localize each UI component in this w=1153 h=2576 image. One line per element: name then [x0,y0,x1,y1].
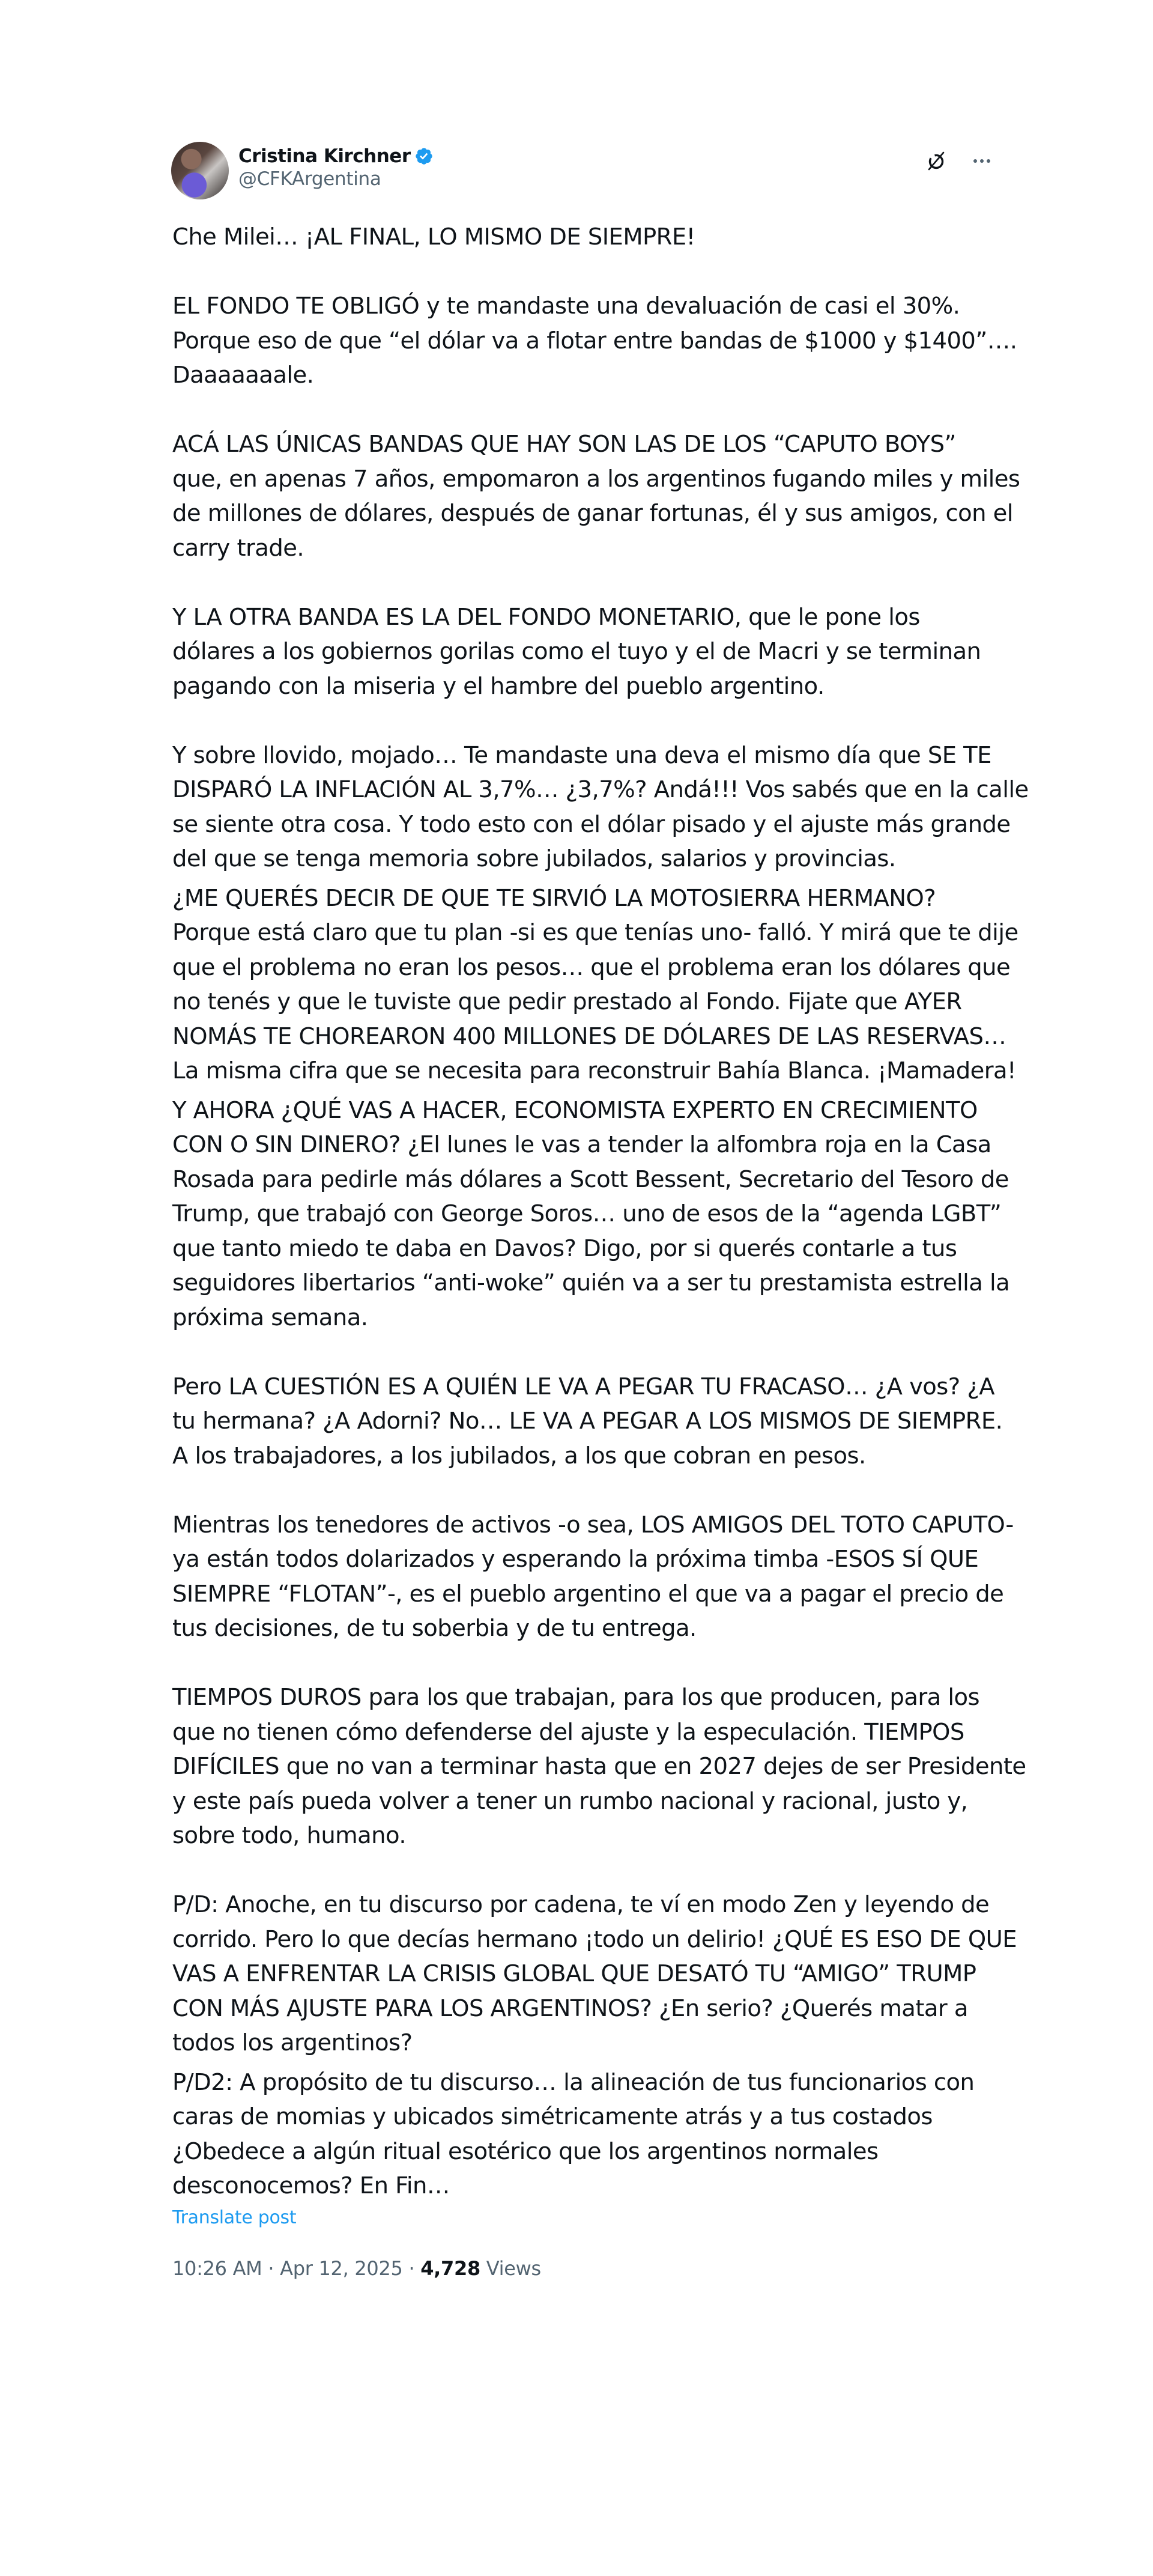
text-line: Daaaaaaale. [172,362,314,389]
text-line: ¿Obedece a algún ritual esotérico que los argentinos normales [172,2137,879,2165]
tweet-header [171,142,1000,202]
text-line: DISPARÓ LA INFLACIÓN AL 3,7%… ¿3,7%? Andá!!! Vos sabés que en la calle [172,776,1029,803]
text-line: que no tienen cómo defenderse del ajuste y la especulación. TIEMPOS [172,1718,964,1746]
text-line: de millones de dólares, después de ganar fortunas, él y sus amigos, con el [172,500,1013,527]
text-line: corrido. Pero lo que decías hermano ¡todo un delirio! ¿QUÉ ES ESO DE QUE [172,1925,1017,1953]
dot [973,159,977,163]
tweet-paragraph [172,1370,1001,1474]
text-line: no tenés y que le tuviste que pedir prestado al Fondo. Fijate que AYER [172,988,962,1015]
text-line: Y sobre llovido, mojado… Te mandaste una deva el mismo día que SE TE [172,741,991,769]
text-line: ACÁ LAS ÚNICAS BANDAS QUE HAY SON LAS DE LOS “CAPUTO BOYS” [172,431,956,458]
text-line: desconocemos? En Fin… [172,2172,450,2199]
text-line: tu hermana? ¿A Adorni? No… LE VA A PEGAR A LOS MISMOS DE SIEMPRE. [172,1408,1003,1435]
text-line: P/D: Anoche, en tu discurso por cadena, te ví en modo Zen y leyendo de [172,1891,990,1918]
author-block [238,145,434,190]
tweet-paragraph [172,1093,1010,1335]
text-line: ya están todos dolarizados y esperando la próxima timba -ESOS SÍ QUE [172,1546,979,1573]
text-line: caras de momias y ubicados simétricamente atrás y a tus costados [172,2103,933,2130]
text-line: seguidores libertarios “anti-woke” quién va a ser tu prestamista estrella la [172,1269,1010,1296]
tweet-paragraph [172,289,1017,393]
text-line: Porque eso de que “el dólar va a flotar entre bandas de $1000 y $1400”…. [172,327,1017,354]
text-line: EL FONDO TE OBLIGÓ y te mandaste una devaluación de casi el 30%. [172,293,960,320]
text-line: del que se tenga memoria sobre jubilados, salarios y provincias. [172,845,896,872]
tweet-paragraph [172,1888,1017,2061]
text-line: Trump, que trabajó con George Soros… uno de esos de la “agenda LGBT” [172,1200,1002,1227]
more-options-icon[interactable] [970,149,994,173]
views-count: 4,728 [420,2256,480,2280]
handle[interactable]: @CFKArgentina [238,168,381,190]
dot [987,159,990,163]
dot [980,159,984,163]
text-line: dólares a los gobiernos gorilas como el tuyo y el de Macri y se terminan [172,638,981,665]
text-line: ¿ME QUERÉS DECIR DE QUE TE SIRVIÓ LA MOTOSIERRA HERMANO? [172,884,936,912]
text-line: Mientras los tenedores de activos -o sea, LOS AMIGOS DEL TOTO CAPUTO- [172,1511,1014,1539]
text-line: VAS A ENFRENTAR LA CRISIS GLOBAL QUE DESATÓ TU “AMIGO” TRUMP [172,1960,976,1987]
text-line: que el problema no eran los pesos… que el problema eran los dólares que [172,953,1011,981]
separator: · [408,2256,415,2280]
timestamp-date[interactable]: Apr 12, 2025 [280,2256,403,2280]
display-name[interactable]: Cristina Kirchner [238,145,411,167]
text-line: Porque está claro que tu plan -si es que tenías uno- falló. Y mirá que te dije [172,919,1018,946]
text-line: carry trade. [172,534,304,562]
text-line: TIEMPOS DUROS para los que trabajan, para los que producen, para los [172,1684,980,1711]
text-line: próxima semana. [172,1304,368,1331]
views-label: Views [486,2256,541,2280]
separator: · [268,2256,274,2280]
tweet-paragraph [172,1508,1014,1646]
tweet-paragraph [172,1680,1026,1853]
grok-icon[interactable] [924,149,948,173]
text-line: CON O SIN DINERO? ¿El lunes le vas a tender la alfombra roja en la Casa [172,1131,991,1158]
translate-post-link[interactable]: Translate post [172,2207,297,2228]
text-line: SIEMPRE “FLOTAN”-, es el pueblo argentino el que va a pagar el precio de [172,1580,1004,1608]
text-line: NOMÁS TE CHOREARON 400 MILLONES DE DÓLARES DE LAS RESERVAS… [172,1022,1006,1050]
text-line: que tanto miedo te daba en Davos? Digo, por si querés contarle a tus [172,1235,957,1262]
tweet [171,142,1029,2280]
tweet-paragraph [172,220,1001,255]
text-line: CON MÁS AJUSTE PARA LOS ARGENTINOS? ¿En serio? ¿Querés matar a [172,1994,968,2022]
text-line: sobre todo, humano. [172,1822,407,1849]
text-line: Che Milei… ¡AL FINAL, LO MISMO DE SIEMPRE! [172,223,695,251]
name-row [238,145,434,167]
tweet-text [172,220,1029,2204]
timestamp-time[interactable]: 10:26 AM [172,2256,262,2280]
text-line: que, en apenas 7 años, empomaron a los argentinos fugando miles y miles [172,465,1020,493]
avatar[interactable] [171,142,229,199]
tweet-paragraph [172,427,1020,565]
text-line: Y AHORA ¿QUÉ VAS A HACER, ECONOMISTA EXPERTO EN CRECIMIENTO [172,1096,978,1124]
tweet-paragraph [172,2065,1001,2204]
text-line: tus decisiones, de tu soberbia y de tu entrega. [172,1615,697,1642]
tweet-meta [172,2257,1001,2280]
text-line: P/D2: A propósito de tu discurso… la alineación de tus funcionarios con [172,2068,975,2096]
tweet-actions [924,149,994,173]
verified-badge-icon [414,147,434,166]
text-line: DIFÍCILES que no van a terminar hasta que en 2027 dejes de ser Presidente [172,1753,1026,1780]
text-line: pagando con la miseria y el hambre del pueblo argentino. [172,672,825,700]
text-line: y este país pueda volver a tener un rumbo nacional y racional, justo y, [172,1787,968,1815]
tweet-paragraph [172,881,1018,1089]
text-line: Pero LA CUESTIÓN ES A QUIÉN LE VA A PEGAR TU FRACASO… ¿A vos? ¿A [172,1373,995,1400]
tweet-paragraph [172,600,1001,704]
text-line: se siente otra cosa. Y todo esto con el dólar pisado y el ajuste más grande [172,810,1011,838]
text-line: A los trabajadores, a los jubilados, a los que cobran en pesos. [172,1442,866,1469]
text-line: todos los argentinos? [172,2029,413,2056]
text-line: Rosada para pedirle más dólares a Scott Bessent, Secretario del Tesoro de [172,1165,1009,1193]
text-line: Y LA OTRA BANDA ES LA DEL FONDO MONETARIO, que le pone los [172,603,920,631]
text-line: La misma cifra que se necesita para reconstruir Bahía Blanca. ¡Mamadera! [172,1057,1016,1084]
tweet-body [172,220,1029,2280]
tweet-paragraph [172,738,1029,876]
